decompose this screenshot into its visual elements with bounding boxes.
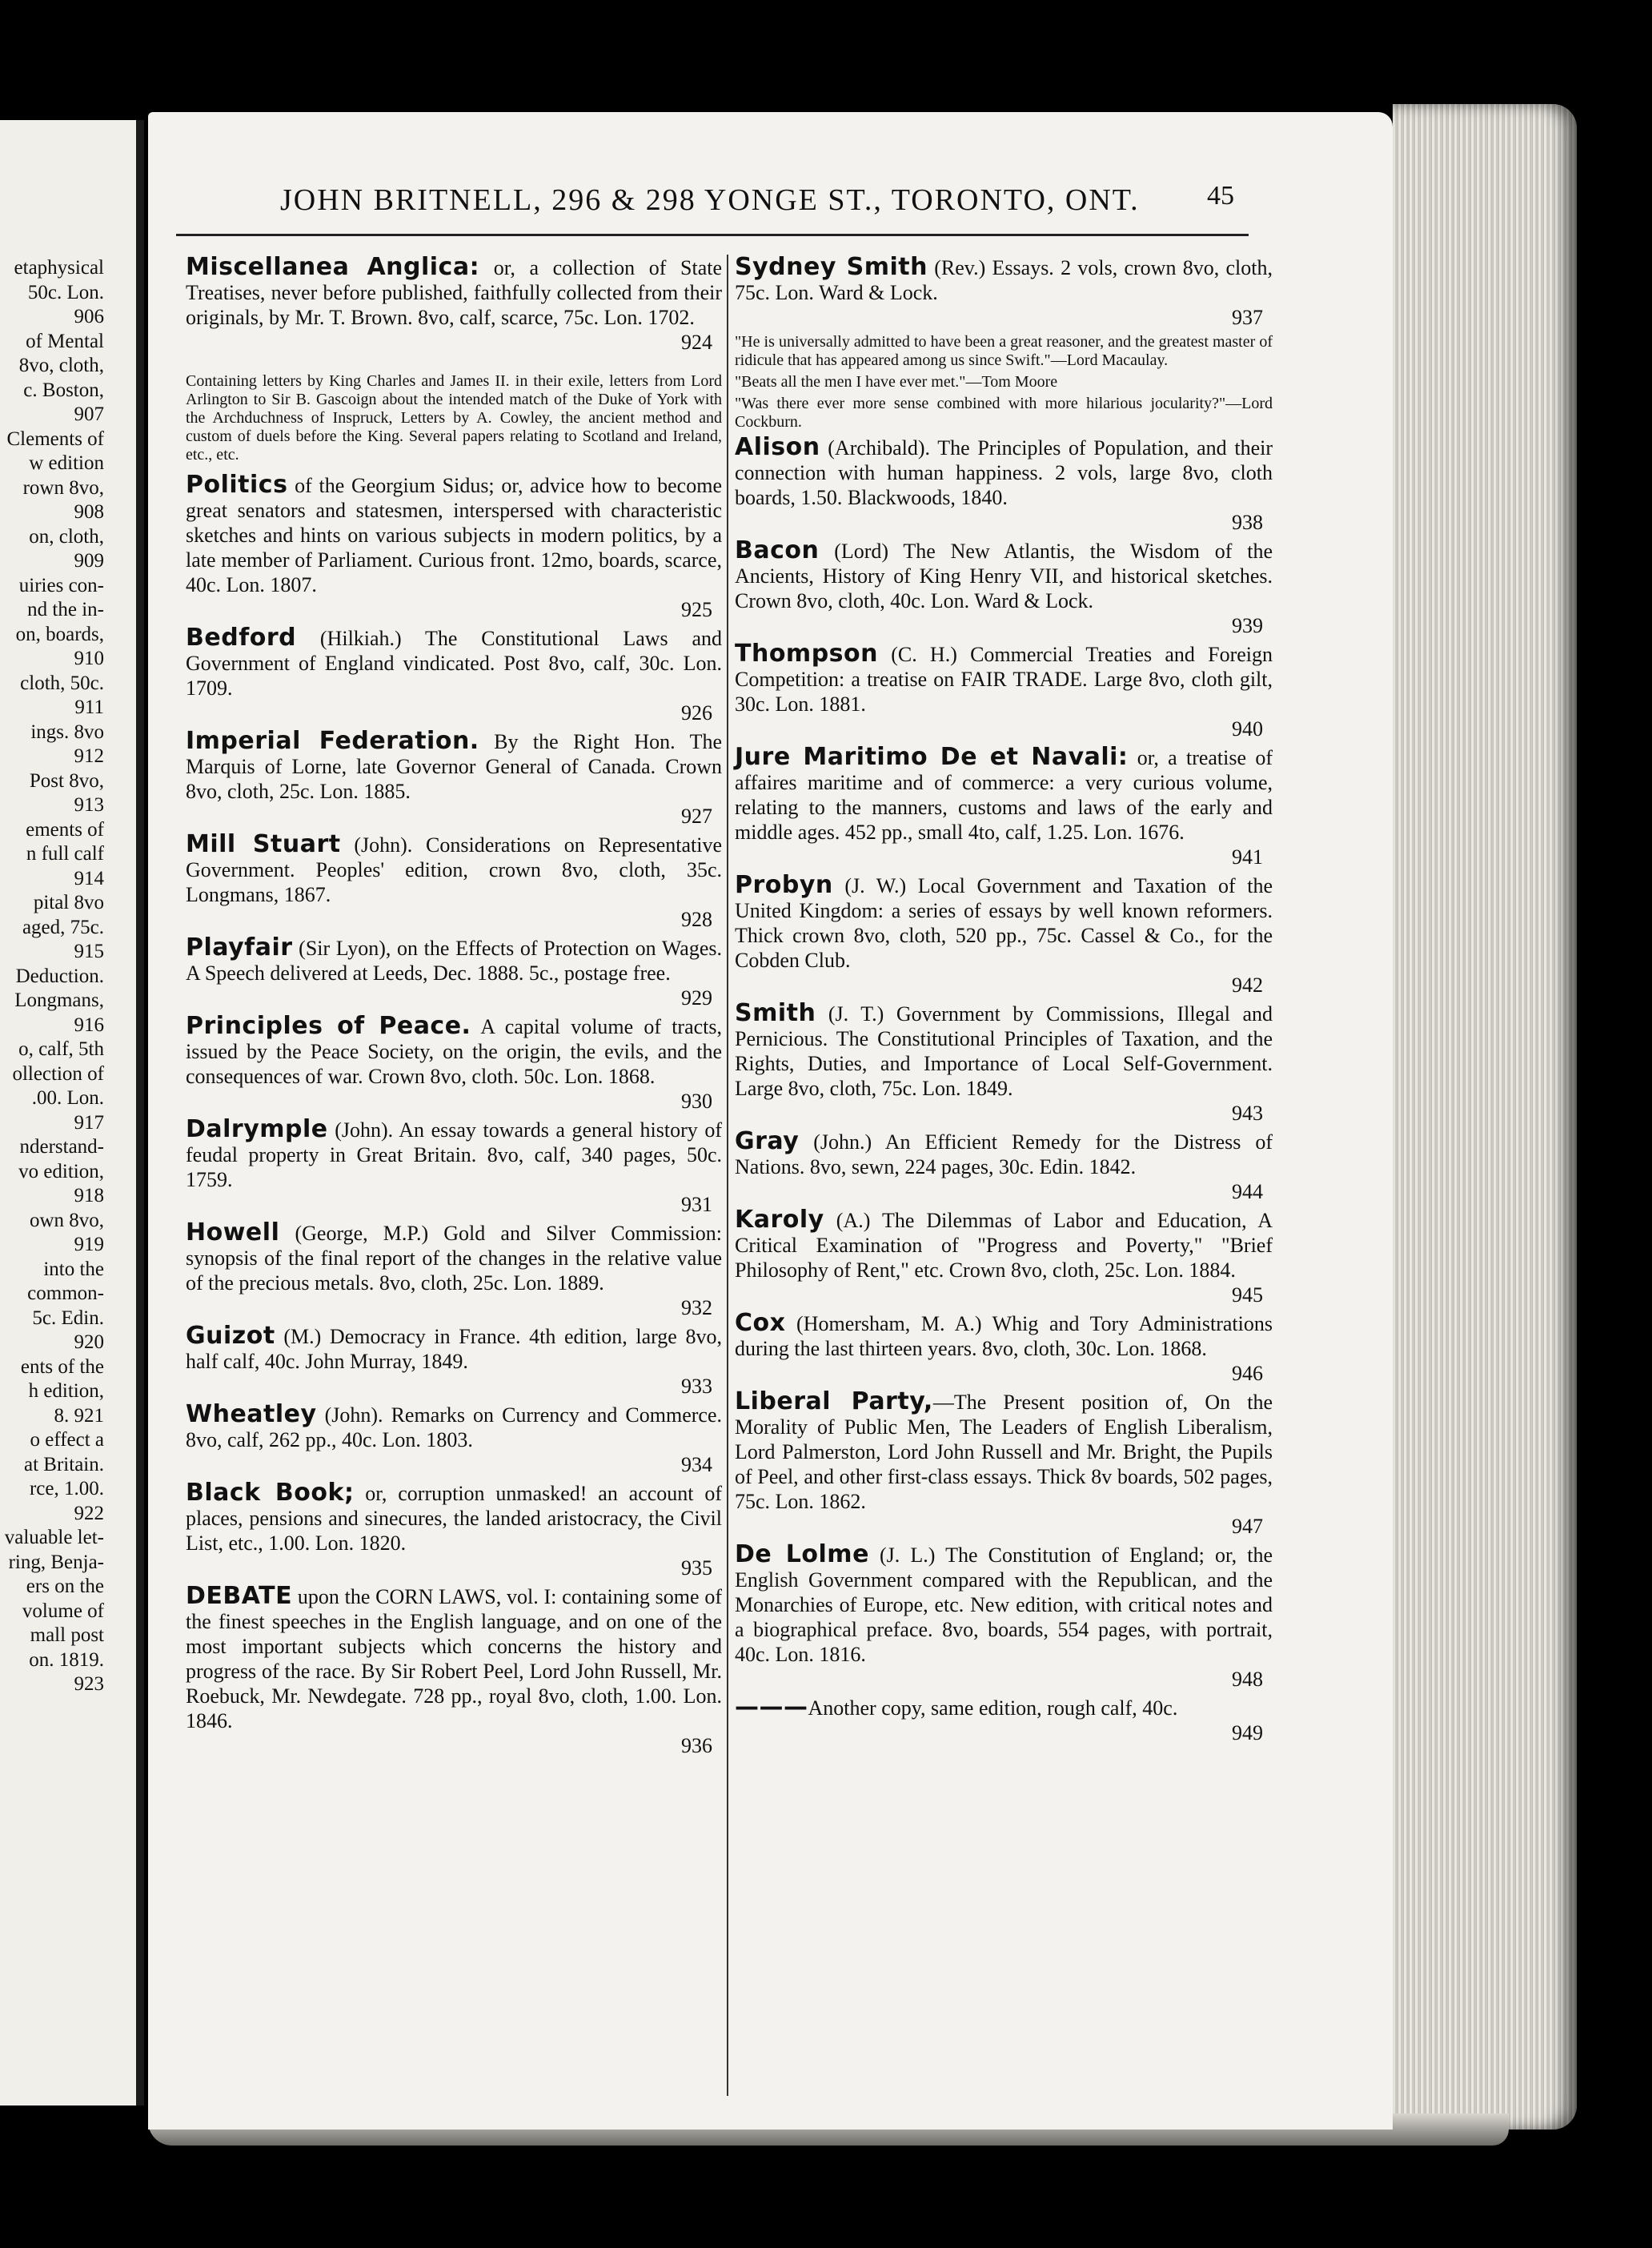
entry-heading: Probyn: [735, 871, 833, 899]
facing-page-line: 922: [74, 1502, 104, 1524]
entry-text: [186, 1480, 722, 1556]
page-header: JOHN BRITNELL, 296 & 298 YONGE ST., TORONTO, ONT.: [280, 183, 1140, 217]
entry-heading: Guizot: [186, 1322, 275, 1350]
entry-text: [186, 729, 722, 804]
catalogue-entry: [735, 255, 1273, 432]
entry-text: [186, 1220, 722, 1295]
facing-page-line: ements of: [26, 818, 104, 841]
catalogue-entry: [735, 745, 1273, 869]
entry-heading: Karoly: [735, 1206, 824, 1234]
entry-heading: Cox: [735, 1309, 786, 1337]
catalogue-entry: [186, 1480, 722, 1580]
facing-page-line: on, cloth,: [29, 525, 104, 548]
entry-description: of the Georgium Sidus; or, advice how to become great senators and statesmen, interspersed with characteristic sketches and hints on various subjects in modern politics, by a late member of Parliament. Curious front. 12mo, boards, scarce, 40c. Lon. 1807.: [186, 474, 722, 596]
entry-text: [735, 1695, 1273, 1720]
catalogue-entry: [735, 1207, 1273, 1307]
facing-page-line: 8vo, cloth,: [18, 355, 104, 376]
facing-page-line: Longmans,: [14, 990, 104, 1011]
facing-page-line: n full calf: [26, 843, 104, 865]
entry-description: Another copy, same edition, rough calf, 40c.: [808, 1696, 1178, 1720]
entry-number: 945: [1232, 1283, 1263, 1307]
facing-page-line: 906: [74, 306, 104, 327]
catalogue-entry: [186, 625, 722, 725]
entry-number: 930: [681, 1090, 712, 1113]
catalogue-entry: [186, 1584, 722, 1758]
facing-page-line: own 8vo,: [29, 1209, 104, 1231]
entry-text: [735, 538, 1273, 613]
facing-page-line: .00. Lon.: [31, 1087, 104, 1109]
entry-description: (J. T.) Government by Commissions, Illegal and Pernicious. The Constitutional Principles of Taxation, and the Rights, Duties, and Importance of Local Self-Government. Large 8vo, cloth, 75c. Lon. 1849.: [735, 1002, 1273, 1100]
entry-text: [186, 1323, 722, 1374]
facing-page-line: ollection of: [12, 1062, 104, 1085]
facing-page-line: 923: [74, 1673, 104, 1695]
right-column: [735, 255, 1273, 1748]
entry-number: 940: [1232, 717, 1263, 741]
entry-text: [186, 472, 722, 597]
entry-heading: Dalrymple: [186, 1115, 328, 1143]
entry-text: [735, 1129, 1273, 1179]
entry-description: (M.) Democracy in France. 4th edition, large 8vo, half calf, 40c. John Murray, 1849.: [186, 1325, 722, 1373]
facing-page-line: 918: [74, 1185, 104, 1206]
facing-page-line: nderstand-: [19, 1136, 104, 1158]
entry-text: [735, 745, 1273, 845]
facing-page-line: 920: [74, 1331, 104, 1353]
entry-heading: Bacon: [735, 536, 820, 564]
entry-description: (George, M.P.) Gold and Silver Commission: synopsis of the final report of the changes in the relative value of the precious metals. 8vo, cloth, 25c. Lon. 1889.: [186, 1222, 722, 1295]
entry-heading: Playfair: [186, 933, 293, 961]
entry-description: or, a collection of State Treatises, never before published, faithfully collected from their originals, by Mr. T. Brown. 8vo, calf, scarce, 75c. Lon. 1702.: [186, 256, 722, 329]
catalogue-entry: [735, 873, 1273, 998]
entry-description: (Archibald). The Principles of Population, and their connection with human happiness. 2 vols, large 8vo, cloth boards, 1.50. Blackwoods, 1840.: [735, 436, 1273, 509]
facing-page-line: uiries con-: [18, 574, 104, 596]
facing-page-line: 913: [74, 794, 104, 816]
catalogue-entry: [186, 1402, 722, 1477]
facing-page-line: 908: [74, 501, 104, 523]
facing-page-line: o effect a: [30, 1429, 104, 1451]
facing-page-text: [0, 256, 104, 1697]
catalogue-entry: [735, 1389, 1273, 1539]
entry-number: 947: [1232, 1515, 1263, 1538]
entry-description: or, a treatise of affaires maritime and of commerce: a very curious volume, relating to the manners, customs and laws of the early and middle ages. 452 pp., small 4to, calf, 1.25. Lon. 1676.: [735, 746, 1273, 844]
facing-page-line: aged, 75c.: [22, 916, 104, 938]
facing-page-line: 915: [74, 941, 104, 962]
facing-page-line: 914: [74, 867, 104, 889]
entry-number: 934: [681, 1453, 712, 1476]
facing-page-line: Clements of: [6, 428, 104, 450]
catalogue-entry: [186, 1323, 722, 1399]
facing-page-line: volume of: [22, 1600, 104, 1622]
catalogue-entry: [735, 538, 1273, 638]
facing-page-line: 912: [74, 745, 104, 767]
entry-text: [186, 1014, 722, 1089]
facing-page-line: ings. 8vo: [30, 721, 104, 743]
entry-description: (John). An essay towards a general history of feudal property in Great Britain. 8vo, calf, 340 pages, 50c. 1759.: [186, 1118, 722, 1191]
entry-text: [735, 1389, 1273, 1514]
entry-number: 942: [1232, 973, 1263, 997]
facing-page-line: 909: [74, 550, 104, 572]
facing-page-line: 916: [74, 1014, 104, 1036]
column-divider: [727, 255, 728, 2096]
facing-page-line: pital 8vo: [33, 892, 104, 913]
facing-page-line: into the: [43, 1258, 104, 1280]
entry-quote: "He is universally admitted to have been a great reasoner, and the greatest master of ridicule that has appeared among us since Swift."—Lord Macaulay.: [735, 333, 1273, 369]
facing-page-line: h edition,: [28, 1380, 104, 1402]
entry-heading: Thompson: [735, 640, 878, 668]
entry-number: 932: [681, 1296, 712, 1319]
entry-description: (Homersham, M. A.) Whig and Tory Administrations during the last thirteen years. 8vo, cloth, 30c. Lon. 1868.: [735, 1312, 1273, 1360]
entry-number: 939: [1232, 614, 1263, 637]
facing-page-fragment: [0, 120, 144, 2105]
entry-description: (Sir Lyon), on the Effects of Protection on Wages. A Speech delivered at Leeds, Dec. 1888. 5c., postage free.: [186, 937, 722, 985]
entry-number: 927: [681, 805, 712, 828]
entry-heading: Mill Stuart: [186, 830, 341, 858]
entry-number: 937: [1232, 306, 1263, 329]
facing-page-line: 5c. Edin.: [32, 1307, 104, 1329]
entry-heading: Jure Maritimo De et Navali:: [735, 743, 1129, 771]
entry-description: A capital volume of tracts, issued by the Peace Society, on the origin, the evils, and the consequences of war. Crown 8vo, cloth. 50c. Lon. 1868.: [186, 1015, 722, 1088]
entry-description: —The Present position of, On the Morality of Public Men, The Leaders of English Liberalism, Lord Palmerston, Lord John Russell and Mr. Bright, the Pupils of Peel, and other first-class essays. Thick 8v boards, 502 pages, 75c. Lon. 1862.: [735, 1391, 1273, 1513]
entry-heading: De Lolme: [735, 1540, 869, 1568]
entry-text: [186, 832, 722, 907]
catalogue-entry: [186, 832, 722, 932]
entry-number: 941: [1232, 845, 1263, 869]
entry-description: (Hilkiah.) The Constitutional Laws and Government of England vindicated. Post 8vo, calf, 30c. Lon. 1709.: [186, 627, 722, 700]
entry-text: [186, 1584, 722, 1733]
entry-quote: "Beats all the men I have ever met."—Tom Moore: [735, 373, 1058, 391]
facing-page-line: Deduction.: [15, 965, 104, 987]
entry-description: (Lord) The New Atlantis, the Wisdom of the Ancients, History of King Henry VII, and historical sketches. Crown 8vo, cloth, 40c. Lon. Ward & Lock.: [735, 540, 1273, 612]
entry-number: 946: [1232, 1362, 1263, 1385]
entry-number: 948: [1232, 1668, 1263, 1691]
facing-page-line: 919: [74, 1234, 104, 1255]
facing-page-line: at Britain.: [24, 1453, 104, 1475]
entry-text: [735, 255, 1273, 305]
entry-description: (John.) An Efficient Remedy for the Distress of Nations. 8vo, sewn, 224 pages, 30c. Edin. 1842.: [735, 1130, 1273, 1178]
entry-text: [186, 255, 722, 330]
entry-description: By the Right Hon. The Marquis of Lorne, late Governor General of Canada. Crown 8vo, cloth, 25c. Lon. 1885.: [186, 730, 723, 803]
facing-page-line: 917: [74, 1111, 104, 1134]
facing-page-line: ers on the: [26, 1576, 104, 1597]
entry-text: [735, 873, 1273, 973]
catalogue-entry: [186, 1220, 722, 1320]
entry-description: upon the CORN LAWS, vol. I: containing some of the finest speeches in the English language, and on one of the most important subjects which concerns the history and progress of the race. By Sir Robert Peel, Lord John Russell, Mr. Roebuck, Mr. Newdegate. 728 pp., royal 8vo, cloth, 1.00. Lon. 1846.: [186, 1585, 722, 1732]
facing-page-line: 907: [74, 403, 104, 425]
catalogue-entry: [186, 729, 722, 829]
page-number: 45: [1207, 181, 1234, 211]
entry-quote: "Was there ever more sense combined with more hilarious jocularity?"—Lord Cockburn.: [735, 395, 1273, 431]
entry-number: 936: [681, 1734, 712, 1757]
entry-text: [186, 1117, 722, 1192]
entry-number: 924: [681, 331, 712, 354]
entry-text: [186, 625, 722, 700]
entry-number: 935: [681, 1556, 712, 1580]
catalogue-entry: [735, 1311, 1273, 1386]
entry-description: or, corruption unmasked! an account of places, pensions and sinecures, the landed aristocracy, the Civil List, etc., 1.00. Lon. 1820.: [186, 1482, 723, 1555]
entry-description: (J. L.) The Constitution of England; or, the English Government compared with the Republican, and the Monarchies of Europe, etc. New edition, with critical notes and a biographical preface. 8vo, boards, 554 pages, with portrait, 40c. Lon. 1816.: [735, 1543, 1273, 1666]
entry-description: (A.) The Dilemmas of Labor and Education, A Critical Examination of "Progress and Poverty," "Brief Philosophy of Rent," etc. Crown 8vo, cloth, 25c. Lon. 1884.: [735, 1209, 1273, 1282]
facing-page-line: on, boards,: [15, 623, 104, 645]
facing-page-line: c. Boston,: [23, 379, 104, 401]
catalogue-entry: [186, 935, 722, 1010]
entry-number: 929: [681, 986, 712, 1010]
entry-text: [735, 1207, 1273, 1283]
entry-number: 926: [681, 701, 712, 725]
facing-page-line: Post 8vo,: [29, 769, 104, 792]
facing-page-line: o, calf, 5th: [18, 1038, 104, 1060]
facing-page-line: 50c. Lon.: [27, 281, 104, 303]
entry-number: 949: [1232, 1721, 1263, 1744]
entry-text: [735, 641, 1273, 717]
entry-text: [735, 435, 1273, 510]
facing-page-line: nd the in-: [27, 599, 104, 620]
facing-page-line: w edition: [29, 452, 104, 474]
entry-text: [186, 1402, 722, 1452]
entry-heading: Imperial Federation.: [186, 727, 479, 755]
entry-heading: Howell: [186, 1218, 280, 1246]
facing-page-line: cloth, 50c.: [20, 672, 104, 694]
entry-heading: Politics: [186, 471, 288, 499]
entry-number: 944: [1232, 1180, 1263, 1203]
facing-page-line: of Mental: [26, 330, 104, 352]
catalogue-entry: [735, 1695, 1273, 1745]
entry-heading: ———: [735, 1693, 808, 1721]
entry-description: (Rev.) Essays. 2 vols, crown 8vo, cloth, 75c. Lon. Ward & Lock.: [735, 256, 1273, 304]
catalogue-entry: [735, 435, 1273, 535]
entry-heading: Miscellanea Anglica:: [186, 253, 480, 281]
catalogue-entry: [735, 1001, 1273, 1126]
facing-page-line: rown 8vo,: [22, 476, 104, 499]
entry-heading: Smith: [735, 999, 816, 1027]
entry-heading: Liberal Party,: [735, 1387, 933, 1415]
entry-heading: DEBATE: [186, 1582, 293, 1610]
page-edges: [1393, 104, 1577, 2130]
entry-heading: Alison: [735, 433, 820, 461]
facing-page-line: ents of the: [20, 1355, 104, 1378]
catalogue-entry: [735, 641, 1273, 741]
facing-page-line: 911: [74, 696, 104, 718]
catalogue-entry: [186, 472, 722, 622]
catalogue-entry: [186, 1117, 722, 1217]
entry-heading: Black Book;: [186, 1479, 355, 1507]
entry-heading: Sydney Smith: [735, 253, 928, 281]
facing-page-line: common-: [27, 1283, 104, 1304]
entry-description: (J. W.) Local Government and Taxation of the United Kingdom: a series of essays by well known reformers. Thick crown 8vo, cloth, 520 pp., 75c. Cassel & Co., for the Cobden Club.: [735, 874, 1273, 972]
facing-page-line: etaphysical: [14, 257, 104, 279]
entry-heading: Gray: [735, 1127, 800, 1155]
entry-text: [735, 1001, 1273, 1101]
entry-number: 938: [1232, 511, 1263, 534]
facing-page-line: vo edition,: [18, 1160, 104, 1182]
entry-number: 928: [681, 908, 712, 931]
facing-page-line: on. 1819.: [29, 1648, 104, 1671]
entry-text: [735, 1311, 1273, 1361]
entry-heading: Bedford: [186, 624, 297, 652]
entry-text: [186, 935, 722, 986]
facing-page-line: 910: [74, 648, 104, 669]
catalogue-entry: [186, 255, 722, 464]
entry-heading: Principles of Peace.: [186, 1012, 471, 1040]
entry-description: (John). Remarks on Currency and Commerce. 8vo, calf, 262 pp., 40c. Lon. 1803.: [186, 1403, 722, 1451]
entry-description: (C. H.) Commercial Treaties and Foreign Competition: a treatise on FAIR TRADE. Large 8vo, cloth gilt, 30c. Lon. 1881.: [735, 643, 1273, 716]
facing-page-line: ring, Benja-: [8, 1551, 104, 1573]
facing-page-line: mall post: [30, 1624, 104, 1646]
entry-text: [735, 1542, 1273, 1667]
catalogue-entry: [186, 1014, 722, 1114]
entry-note: Containing letters by King Charles and James II. in their exile, letters from Lord Arlington to Sir B. Gascoign about the intended match of the Duke of York with the Archduchness of Inspruck, Letters by A. Cowley, the ancient method and custom of duels before the King. Several papers relating to Scotland and Ireland, etc., etc.: [186, 372, 722, 464]
entry-number: 931: [681, 1193, 712, 1216]
header-rule: [176, 234, 1249, 236]
entry-heading: Wheatley: [186, 1400, 317, 1428]
catalogue-entry: [735, 1542, 1273, 1692]
facing-page-line: rce, 1.00.: [29, 1478, 104, 1499]
left-column: [186, 255, 722, 1761]
facing-page-line: valuable let-: [4, 1527, 104, 1548]
catalogue-entry: [735, 1129, 1273, 1204]
facing-page-line: 8. 921: [54, 1404, 104, 1427]
entry-number: 933: [681, 1375, 712, 1398]
entry-number: 925: [681, 598, 712, 621]
entry-number: 943: [1232, 1102, 1263, 1125]
entry-description: (John). Considerations on Representative Government. Peoples' edition, crown 8vo, cloth, 35c. Longmans, 1867.: [186, 833, 722, 906]
